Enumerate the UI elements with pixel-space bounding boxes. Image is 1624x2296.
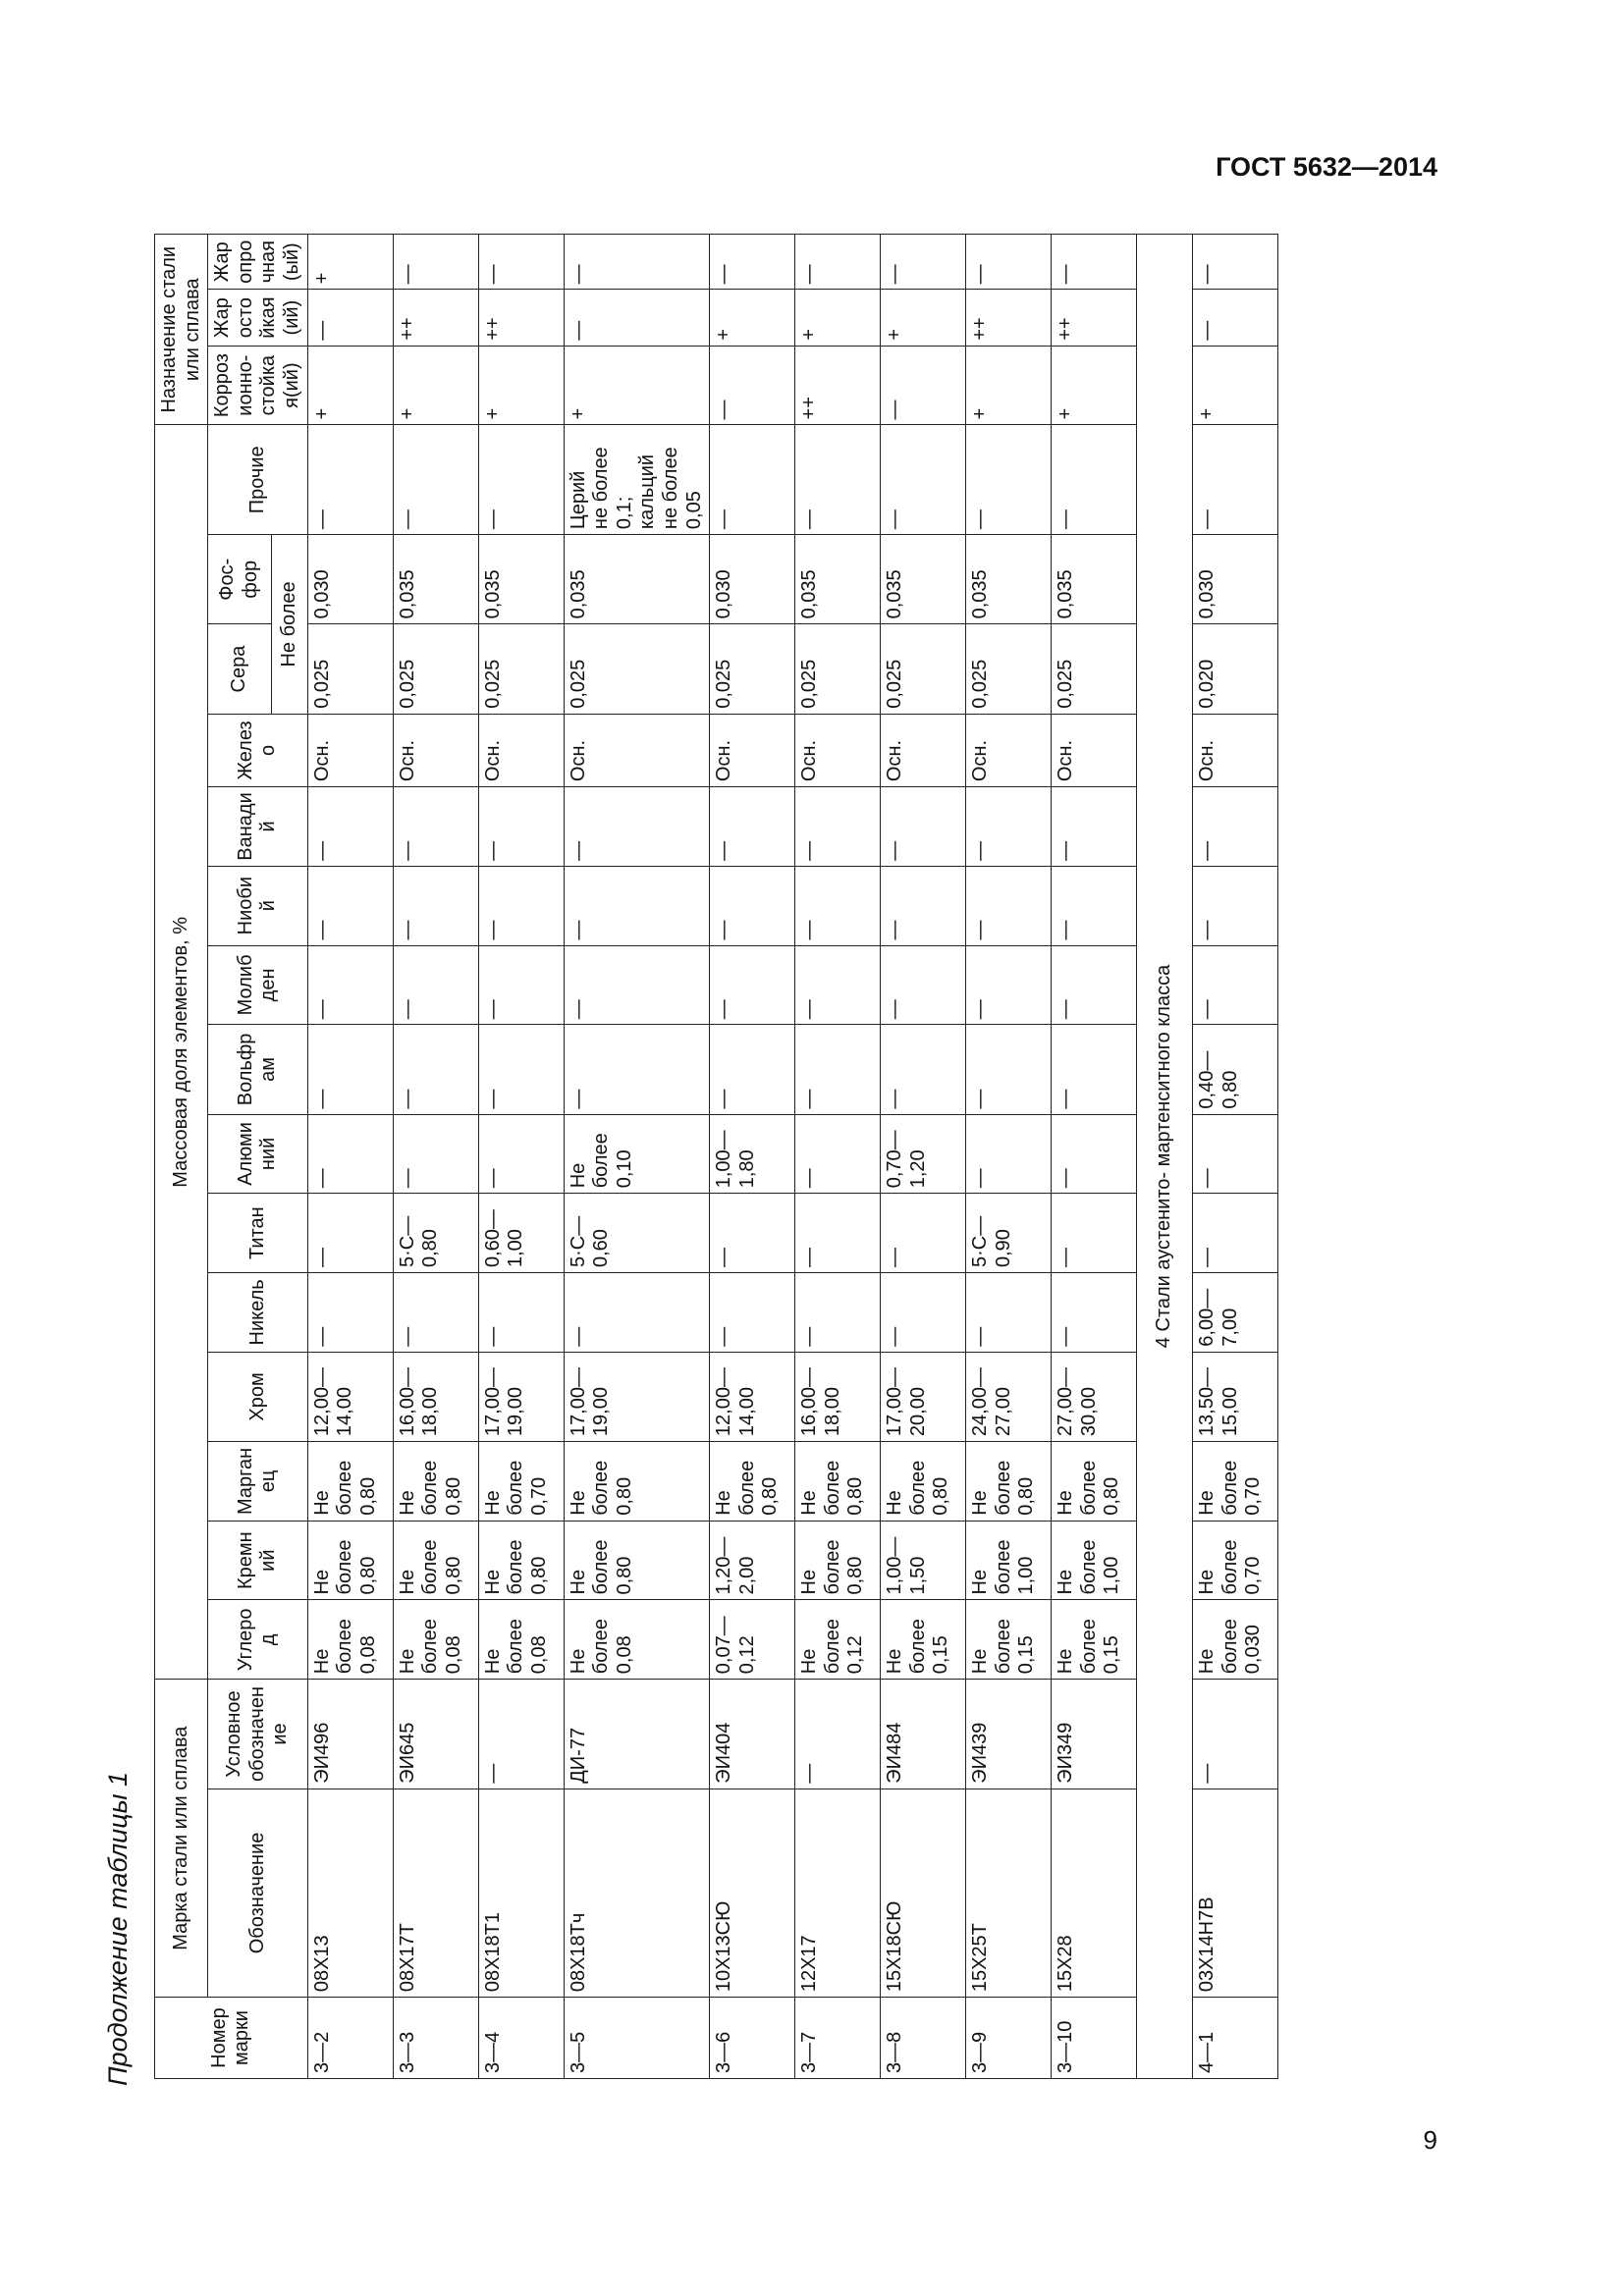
table-cell: — [307, 1114, 393, 1194]
table-cell: 0,025 [1052, 624, 1137, 714]
table-cell: — [393, 235, 478, 290]
table-cell: + [1052, 346, 1137, 425]
table-cell: — [307, 1025, 393, 1114]
th-element: Марганец [208, 1442, 307, 1522]
th-element: Хром [208, 1352, 307, 1441]
table-cell: ++ [393, 290, 478, 346]
table-cell: 5·С— 0,90 [966, 1194, 1052, 1273]
section-row-group [1137, 235, 1193, 2079]
table-cell: 3—7 [795, 1998, 881, 2079]
table-cell: — [393, 945, 478, 1025]
table-cell: — [1052, 945, 1137, 1025]
standard-header: ГОСТ 5632—2014 [1216, 152, 1437, 182]
table-cell: 12,00— 14,00 [307, 1352, 393, 1441]
table-cell: — [1052, 1194, 1137, 1273]
table-body [307, 235, 1137, 2079]
table-cell: 12Х17 [795, 1789, 881, 1997]
table-cell: — [478, 787, 564, 867]
table-cell: ++ [795, 346, 881, 425]
table-cell: 0,025 [881, 624, 966, 714]
table-cell: Не более 1,00 [1052, 1521, 1137, 1600]
table-cell: — [478, 1680, 564, 1789]
table-cell: 0,025 [710, 624, 795, 714]
th-purpose-item: Коррозионно-стойкая(ий) [208, 346, 307, 425]
section-row [1137, 235, 1193, 2079]
table-cell: — [1193, 945, 1278, 1025]
th-purpose-item: Жаропрочная(ый) [208, 235, 307, 290]
table-cell: — [1052, 866, 1137, 945]
table-cell: — [307, 425, 393, 535]
table-cell: 0,70— 1,20 [881, 1114, 966, 1194]
table-cell: Не более 0,08 [393, 1600, 478, 1680]
table-cell: 5·С— 0,60 [564, 1194, 710, 1273]
rotated-table-container [154, 234, 1436, 2079]
table-cell: — [710, 1194, 795, 1273]
table-cell: 10Х13СЮ [710, 1789, 795, 1997]
table-cell: + [478, 346, 564, 425]
table-cell: — [1052, 787, 1137, 867]
table-cell: ЭИ645 [393, 1680, 478, 1789]
table-cell: Не более 0,08 [564, 1600, 710, 1680]
table-cell: 08Х18Т1 [478, 1789, 564, 1997]
table-cell: — [307, 866, 393, 945]
table-cell: 17,00— 19,00 [478, 1352, 564, 1441]
table-cell: Не более 0,80 [307, 1521, 393, 1600]
table-cell: 3—6 [710, 1998, 795, 2079]
th-element: Ванадий [208, 787, 307, 867]
table-cell: 17,00— 19,00 [564, 1352, 710, 1441]
table-cell: Не более 0,80 [710, 1442, 795, 1522]
table-cell: 0,40— 0,80 [1193, 1025, 1278, 1114]
table-cell: Не более 0,15 [1052, 1600, 1137, 1680]
table-cell: Не более 0,80 [478, 1521, 564, 1600]
table-cell: Осн. [564, 714, 710, 786]
table-cell: — [881, 945, 966, 1025]
table-cell: 03Х14Н7В [1193, 1789, 1278, 1997]
table-cell: — [1193, 787, 1278, 867]
table-cell: 0,030 [1193, 535, 1278, 624]
table-cell: — [1052, 1025, 1137, 1114]
table-cell: — [1193, 425, 1278, 535]
table-cell: Не более 0,70 [1193, 1521, 1278, 1600]
th-purpose-item: Жаростойкая(ий) [208, 290, 307, 346]
table-cell: Не более 0,030 [1193, 1600, 1278, 1680]
table-cell: — [1052, 425, 1137, 535]
table-cell: — [1052, 1114, 1137, 1194]
table-cell: 15Х18СЮ [881, 1789, 966, 1997]
table-cell: — [881, 346, 966, 425]
table-cell: ЭИ496 [307, 1680, 393, 1789]
table-cell: + [1193, 346, 1278, 425]
table-cell: 0,035 [966, 535, 1052, 624]
table-cell: ЭИ404 [710, 1680, 795, 1789]
table-cell: — [564, 1025, 710, 1114]
table-cell: Не более 0,80 [564, 1442, 710, 1522]
table-cell: Не более 0,15 [966, 1600, 1052, 1680]
th-element: Железо [208, 714, 307, 786]
table-cell: + [564, 346, 710, 425]
table-cell: — [307, 787, 393, 867]
th-phosphorus: Фос- фор [208, 535, 272, 624]
table-cell: — [1193, 1114, 1278, 1194]
table-cell: — [966, 1114, 1052, 1194]
table-cell: Не более 0,80 [393, 1442, 478, 1522]
table-row [1052, 235, 1137, 2079]
th-element: Молибден [208, 945, 307, 1025]
table-cell: 0,025 [966, 624, 1052, 714]
table-cell: — [564, 290, 710, 346]
section-title: 4 Стали аустенито- мартенситного класса [1137, 235, 1193, 2079]
table-cell: 0,035 [393, 535, 478, 624]
table-cell: ДИ-77 [564, 1680, 710, 1789]
table-cell: + [966, 346, 1052, 425]
table-cell: — [1052, 235, 1137, 290]
table-cell: Не более 0,80 [393, 1521, 478, 1600]
th-element: Ниобий [208, 866, 307, 945]
table-cell: 08Х13 [307, 1789, 393, 1997]
table-cell: 0,020 [1193, 624, 1278, 714]
table-row [478, 235, 564, 2079]
table-cell: ЭИ484 [881, 1680, 966, 1789]
table-cell: — [1052, 1273, 1137, 1353]
th-mass-fraction: Массовая доля элементов, % [155, 425, 208, 1680]
table-cell: Не более 0,80 [307, 1442, 393, 1522]
table-cell: ++ [478, 290, 564, 346]
table-cell: + [307, 346, 393, 425]
th-no-more: Не более [271, 535, 307, 715]
table-cell: ЭИ439 [966, 1680, 1052, 1789]
table-cell: — [564, 1273, 710, 1353]
table-cell: 5·С— 0,80 [393, 1194, 478, 1273]
table-cell: 16,00— 18,00 [393, 1352, 478, 1441]
table-cell: ++ [1052, 290, 1137, 346]
table-cell: — [478, 425, 564, 535]
table-cell: 15Х28 [1052, 1789, 1137, 1997]
table-cell: 0,07— 0,12 [710, 1600, 795, 1680]
table-cell: — [1193, 290, 1278, 346]
th-element: Углерод [208, 1600, 307, 1680]
table-cell: 3—2 [307, 1998, 393, 2079]
table-cell: 0,025 [393, 624, 478, 714]
table-cell: — [1193, 1194, 1278, 1273]
table-cell: Не более 0,80 [795, 1442, 881, 1522]
table-cell: 0,035 [478, 535, 564, 624]
table-cell: — [1193, 1680, 1278, 1789]
table-cell: Осн. [307, 714, 393, 786]
table-cell: — [881, 787, 966, 867]
table-cell: 3—4 [478, 1998, 564, 2079]
table-cell: 3—5 [564, 1998, 710, 2079]
table-cell: — [478, 235, 564, 290]
table-cell: — [710, 787, 795, 867]
table-cell: — [966, 425, 1052, 535]
table-cell: — [966, 1025, 1052, 1114]
table-cell: — [795, 1194, 881, 1273]
th-designation: Обозначение [208, 1789, 307, 1997]
table-cell: — [881, 235, 966, 290]
th-element: Кремний [208, 1521, 307, 1600]
table-caption: Продолжение таблицы 1 [103, 1771, 133, 2086]
table-cell: — [393, 425, 478, 535]
table-cell: — [795, 945, 881, 1025]
table-cell: Осн. [1193, 714, 1278, 786]
table-cell: 08Х17Т [393, 1789, 478, 1997]
table-row [307, 235, 393, 2079]
table-cell: — [393, 1114, 478, 1194]
table-cell: — [795, 866, 881, 945]
th-element: Вольфрам [208, 1025, 307, 1114]
table-row [966, 235, 1052, 2079]
table-row [393, 235, 478, 2079]
table-cell: 1,20— 2,00 [710, 1521, 795, 1600]
table-cell: 3—8 [881, 1998, 966, 2079]
table-cell: 15Х25Т [966, 1789, 1052, 1997]
table-cell: 6,00— 7,00 [1193, 1273, 1278, 1353]
table-cell: Осн. [710, 714, 795, 786]
table-cell: — [795, 1114, 881, 1194]
table-cell: 0,025 [478, 624, 564, 714]
table-cell: — [478, 945, 564, 1025]
table-cell: — [478, 1273, 564, 1353]
table-cell: 3—9 [966, 1998, 1052, 2079]
table-row [795, 235, 881, 2079]
table-cell: 0,035 [795, 535, 881, 624]
table-cell: Не более 0,15 [881, 1600, 966, 1680]
table-cell: — [478, 1025, 564, 1114]
table-cell: 27,00— 30,00 [1052, 1352, 1137, 1441]
table-cell: Не более 0,08 [478, 1600, 564, 1680]
table-cell: Осн. [1052, 714, 1137, 786]
table-cell: Не более 0,80 [564, 1521, 710, 1600]
table-cell: — [881, 1025, 966, 1114]
table-cell: 3—10 [1052, 1998, 1137, 2079]
table-cell: 0,025 [564, 624, 710, 714]
table-cell: — [393, 1025, 478, 1114]
table-cell: — [564, 235, 710, 290]
table-cell: 12,00— 14,00 [710, 1352, 795, 1441]
th-purpose: Назначение стали или сплава [155, 235, 208, 425]
table-cell: — [710, 945, 795, 1025]
table-cell: — [307, 1273, 393, 1353]
table-cell: Церий не более 0,1; кальций не более 0,05 [564, 425, 710, 535]
table-cell: + [881, 290, 966, 346]
table-cell: Не более 0,12 [795, 1600, 881, 1680]
table-cell: — [564, 866, 710, 945]
steel-composition-table [154, 234, 1278, 2079]
table-cell: — [393, 787, 478, 867]
table-cell: 0,030 [710, 535, 795, 624]
table-cell: — [478, 1114, 564, 1194]
table-cell: — [966, 235, 1052, 290]
table-cell: 13,50— 15,00 [1193, 1352, 1278, 1441]
table-cell: Не более 0,10 [564, 1114, 710, 1194]
table-cell: — [966, 945, 1052, 1025]
table-cell: Осн. [393, 714, 478, 786]
table-cell: 17,00— 20,00 [881, 1352, 966, 1441]
table-cell: — [795, 425, 881, 535]
table-cell: 0,035 [881, 535, 966, 624]
table-cell: Не более 0,70 [1193, 1442, 1278, 1522]
th-conditional: Условное обозначение [208, 1680, 307, 1789]
th-element: Титан [208, 1194, 307, 1273]
table-cell: — [795, 1025, 881, 1114]
table-cell: — [966, 787, 1052, 867]
table-cell: — [881, 1194, 966, 1273]
table-cell: Не более 0,80 [795, 1521, 881, 1600]
table-cell: — [881, 866, 966, 945]
table-cell: Не более 0,80 [966, 1442, 1052, 1522]
table-cell: + [307, 235, 393, 290]
table-cell: + [393, 346, 478, 425]
table-body [1193, 235, 1278, 2079]
table-row [564, 235, 710, 2079]
th-grade-number: Номер марки [155, 1998, 308, 2079]
table-cell: — [710, 1273, 795, 1353]
table-cell: Осн. [478, 714, 564, 786]
table-cell: Осн. [966, 714, 1052, 786]
page-number: 9 [1423, 2125, 1437, 2155]
table-cell: 0,025 [307, 624, 393, 714]
table-cell: Не более 0,80 [881, 1442, 966, 1522]
table-cell: — [710, 235, 795, 290]
table-cell: 0,030 [307, 535, 393, 624]
table-cell: — [966, 1273, 1052, 1353]
table-cell: Осн. [881, 714, 966, 786]
th-grade: Марка стали или сплава [155, 1680, 208, 1998]
table-cell: — [307, 945, 393, 1025]
table-cell: 3—3 [393, 1998, 478, 2079]
table-cell: — [710, 425, 795, 535]
table-cell: — [710, 346, 795, 425]
table-cell: — [966, 866, 1052, 945]
table-cell: — [564, 945, 710, 1025]
table-cell: — [710, 1025, 795, 1114]
table-cell: Не более 0,08 [307, 1600, 393, 1680]
table-cell: — [1193, 235, 1278, 290]
th-other: Прочие [208, 425, 307, 535]
table-cell: — [478, 866, 564, 945]
table-cell: — [393, 866, 478, 945]
table-cell: 1,00— 1,50 [881, 1521, 966, 1600]
table-cell: + [795, 290, 881, 346]
table-cell: + [710, 290, 795, 346]
table-row [881, 235, 966, 2079]
th-element: Никель [208, 1273, 307, 1353]
table-cell: — [881, 425, 966, 535]
table-cell: 0,035 [1052, 535, 1137, 624]
table-row [710, 235, 795, 2079]
table-cell: 1,00— 1,80 [710, 1114, 795, 1194]
table-cell: — [795, 787, 881, 867]
table-cell: — [881, 1273, 966, 1353]
table-cell: 0,035 [564, 535, 710, 624]
table-cell: Осн. [795, 714, 881, 786]
table-cell: Не более 0,70 [478, 1442, 564, 1522]
table-cell: 08Х18Тч [564, 1789, 710, 1997]
table-cell: — [307, 290, 393, 346]
th-sulfur: Сера [208, 624, 272, 714]
table-cell: ЭИ349 [1052, 1680, 1137, 1789]
table-cell: — [1193, 866, 1278, 945]
table-cell: — [564, 787, 710, 867]
table-cell: 16,00— 18,00 [795, 1352, 881, 1441]
table-cell: — [795, 1273, 881, 1353]
table-cell: — [795, 1680, 881, 1789]
table-row [1193, 235, 1278, 2079]
table-cell: Не более 0,80 [1052, 1442, 1137, 1522]
table-cell: 0,025 [795, 624, 881, 714]
table-cell: 24,00— 27,00 [966, 1352, 1052, 1441]
table-cell: ++ [966, 290, 1052, 346]
table-cell: — [393, 1273, 478, 1353]
table-cell: 0,60— 1,00 [478, 1194, 564, 1273]
table-cell: Не более 1,00 [966, 1521, 1052, 1600]
table-cell: — [307, 1194, 393, 1273]
table-cell: — [795, 235, 881, 290]
th-element: Алюминий [208, 1114, 307, 1194]
table-cell: — [710, 866, 795, 945]
table-cell: 4—1 [1193, 1998, 1278, 2079]
